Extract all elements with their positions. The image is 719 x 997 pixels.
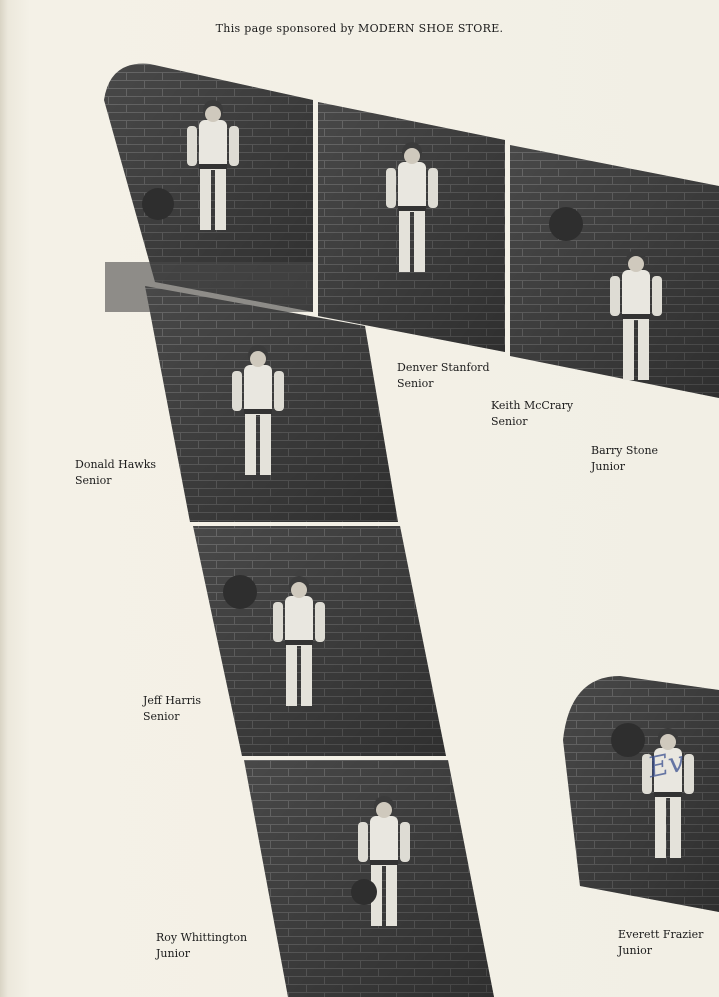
photo-jeff-harris xyxy=(193,526,446,756)
player-class: Junior xyxy=(618,944,652,957)
photo-everett-frazier xyxy=(563,676,719,912)
player-name: Roy Whittington xyxy=(156,931,248,944)
photo-top-middle xyxy=(318,102,505,352)
player-name: Barry Stone xyxy=(591,444,659,457)
caption-everett-frazier xyxy=(618,927,703,959)
caption-denver-stanford xyxy=(397,360,490,392)
caption-jeff-harris xyxy=(143,693,201,725)
player-class: Senior xyxy=(397,377,434,390)
player-class: Senior xyxy=(143,710,180,723)
player-name: Keith McCrary xyxy=(491,399,574,412)
player-name: Jeff Harris xyxy=(143,694,202,707)
player-class: Senior xyxy=(491,415,528,428)
player-class: Senior xyxy=(75,474,112,487)
handwritten-signature: Ev xyxy=(644,744,688,785)
photo-top-right xyxy=(510,145,719,398)
caption-barry-stone xyxy=(591,443,658,475)
player-name: Donald Hawks xyxy=(75,458,157,471)
player-class: Junior xyxy=(156,947,190,960)
player-name: Denver Stanford xyxy=(397,361,490,374)
sponsor-line: This page sponsored by MODERN SHOE STORE. xyxy=(215,22,504,35)
photo-roy-whittington xyxy=(244,760,494,997)
player-name: Everett Frazier xyxy=(618,928,704,941)
caption-roy-whittington xyxy=(156,930,247,962)
caption-keith-mccrary xyxy=(491,398,573,430)
player-class: Junior xyxy=(591,460,625,473)
photo-top-left xyxy=(104,64,313,312)
caption-donald-hawks xyxy=(75,457,156,489)
